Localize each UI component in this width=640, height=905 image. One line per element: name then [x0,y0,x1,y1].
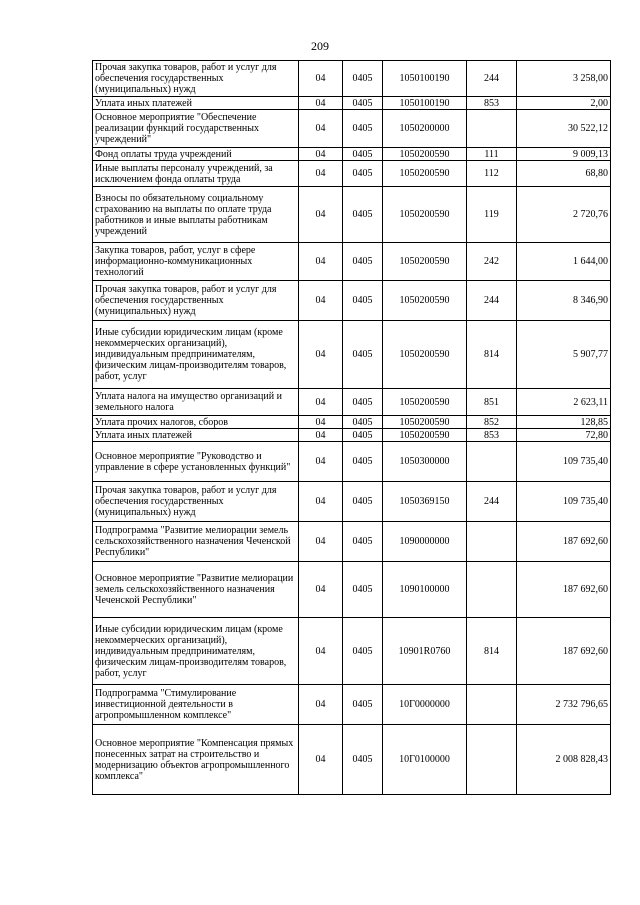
row-name: Уплата иных платежей [93,97,299,110]
row-section: 04 [299,281,343,321]
row-section: 04 [299,187,343,243]
row-name: Уплата налога на имущество организаций и земельного налога [93,389,299,416]
table-row [93,562,611,618]
row-name: Взносы по обязательному социальному страхованию на выплаты по оплате труда работников и иные выплаты работникам учреждений [93,187,299,243]
row-amount: 187 692,60 [517,522,611,562]
row-name: Основное мероприятие "Руководство и управление в сфере установленных функций" [93,442,299,482]
row-section: 04 [299,61,343,97]
row-section: 04 [299,148,343,161]
row-subsection: 0405 [343,321,383,389]
row-expense-type [467,110,517,148]
row-target-code: 1050100190 [383,97,467,110]
table-row [93,429,611,442]
row-target-code: 10901R0760 [383,618,467,685]
row-section: 04 [299,243,343,281]
row-expense-type [467,522,517,562]
row-subsection: 0405 [343,429,383,442]
row-section: 04 [299,161,343,187]
row-target-code: 1050200590 [383,389,467,416]
row-section: 04 [299,482,343,522]
table-row [93,243,611,281]
row-name: Основное мероприятие "Компенсация прямых понесенных затрат на строительство и модернизацию объектов агропромышленного комплекса" [93,725,299,795]
row-subsection: 0405 [343,389,383,416]
row-name: Прочая закупка товаров, работ и услуг для обеспечения государственных (муниципальных) нужд [93,482,299,522]
row-target-code: 1050200590 [383,187,467,243]
row-name: Основное мероприятие "Развитие мелиорации земель сельскохозяйственного назначения Чеченской Республики" [93,562,299,618]
table-row [93,97,611,110]
row-expense-type: 853 [467,429,517,442]
row-expense-type: 244 [467,482,517,522]
row-name: Подпрограмма "Стимулирование инвестиционной деятельности в агропромышленном комплексе" [93,685,299,725]
table-row [93,161,611,187]
table-row [93,389,611,416]
row-expense-type: 244 [467,61,517,97]
table-row [93,522,611,562]
row-section: 04 [299,725,343,795]
row-expense-type [467,442,517,482]
row-expense-type: 851 [467,389,517,416]
row-amount: 1 644,00 [517,243,611,281]
table-row [93,281,611,321]
row-expense-type: 814 [467,321,517,389]
row-section: 04 [299,321,343,389]
budget-table-body [93,61,611,795]
table-row [93,685,611,725]
budget-table [92,60,611,795]
row-subsection: 0405 [343,281,383,321]
row-amount: 187 692,60 [517,562,611,618]
row-section: 04 [299,97,343,110]
row-expense-type: 852 [467,416,517,429]
table-row [93,61,611,97]
row-subsection: 0405 [343,187,383,243]
row-name: Иные выплаты персоналу учреждений, за исключением фонда оплаты труда [93,161,299,187]
table-row [93,110,611,148]
row-expense-type: 111 [467,148,517,161]
row-expense-type: 244 [467,281,517,321]
row-section: 04 [299,618,343,685]
row-name: Прочая закупка товаров, работ и услуг для обеспечения государственных (муниципальных) нужд [93,61,299,97]
row-subsection: 0405 [343,61,383,97]
table-row [93,148,611,161]
row-subsection: 0405 [343,725,383,795]
row-amount: 187 692,60 [517,618,611,685]
row-amount: 72,80 [517,429,611,442]
row-expense-type [467,725,517,795]
row-amount: 68,80 [517,161,611,187]
row-amount: 30 522,12 [517,110,611,148]
row-name: Фонд оплаты труда учреждений [93,148,299,161]
row-target-code: 1090100000 [383,562,467,618]
row-name: Закупка товаров, работ, услуг в сфере информационно-коммуникационных технологий [93,243,299,281]
row-amount: 3 258,00 [517,61,611,97]
row-subsection: 0405 [343,161,383,187]
row-amount: 5 907,77 [517,321,611,389]
row-target-code: 1050300000 [383,442,467,482]
row-amount: 109 735,40 [517,482,611,522]
table-row [93,187,611,243]
row-section: 04 [299,389,343,416]
row-amount: 128,85 [517,416,611,429]
row-target-code: 1050200000 [383,110,467,148]
row-amount: 9 009,13 [517,148,611,161]
row-subsection: 0405 [343,482,383,522]
row-name: Уплата прочих налогов, сборов [93,416,299,429]
row-expense-type [467,562,517,618]
row-amount: 109 735,40 [517,442,611,482]
row-target-code: 1050200590 [383,243,467,281]
row-subsection: 0405 [343,442,383,482]
row-amount: 2 732 796,65 [517,685,611,725]
row-target-code: 1050100190 [383,61,467,97]
row-target-code: 1050200590 [383,321,467,389]
row-subsection: 0405 [343,416,383,429]
row-subsection: 0405 [343,243,383,281]
row-target-code: 1050200590 [383,281,467,321]
table-row [93,442,611,482]
row-target-code: 10Г0100000 [383,725,467,795]
row-amount: 2,00 [517,97,611,110]
row-expense-type: 853 [467,97,517,110]
row-target-code: 1090000000 [383,522,467,562]
row-amount: 8 346,90 [517,281,611,321]
row-name: Основное мероприятие "Обеспечение реализации функций государственных учреждений" [93,110,299,148]
row-name: Подпрограмма "Развитие мелиорации земель сельскохозяйственного назначения Чеченской Республики" [93,522,299,562]
row-name: Прочая закупка товаров, работ и услуг для обеспечения государственных (муниципальных) нужд [93,281,299,321]
row-target-code: 1050200590 [383,161,467,187]
row-section: 04 [299,429,343,442]
row-name: Уплата иных платежей [93,429,299,442]
row-amount: 2 720,76 [517,187,611,243]
row-subsection: 0405 [343,522,383,562]
row-expense-type [467,685,517,725]
row-expense-type: 119 [467,187,517,243]
table-row [93,416,611,429]
row-section: 04 [299,416,343,429]
row-subsection: 0405 [343,618,383,685]
row-section: 04 [299,522,343,562]
row-expense-type: 814 [467,618,517,685]
page-number: 209 [311,39,329,53]
row-expense-type: 112 [467,161,517,187]
row-subsection: 0405 [343,110,383,148]
row-subsection: 0405 [343,685,383,725]
row-target-code: 1050200590 [383,416,467,429]
row-subsection: 0405 [343,148,383,161]
row-amount: 2 008 828,43 [517,725,611,795]
row-target-code: 10Г0000000 [383,685,467,725]
row-target-code: 1050369150 [383,482,467,522]
row-amount: 2 623,11 [517,389,611,416]
table-row [93,618,611,685]
row-expense-type: 242 [467,243,517,281]
row-subsection: 0405 [343,562,383,618]
row-target-code: 1050200590 [383,429,467,442]
row-section: 04 [299,110,343,148]
row-section: 04 [299,562,343,618]
row-section: 04 [299,442,343,482]
row-name: Иные субсидии юридическим лицам (кроме некоммерческих организаций), индивидуальным предпринимателям, физическим лицам-производителям товаров, работ, услуг [93,321,299,389]
table-row [93,321,611,389]
row-name: Иные субсидии юридическим лицам (кроме некоммерческих организаций), индивидуальным предпринимателям, физическим лицам-производителям товаров, работ, услуг [93,618,299,685]
table-row [93,482,611,522]
row-section: 04 [299,685,343,725]
table-row [93,725,611,795]
row-target-code: 1050200590 [383,148,467,161]
row-subsection: 0405 [343,97,383,110]
